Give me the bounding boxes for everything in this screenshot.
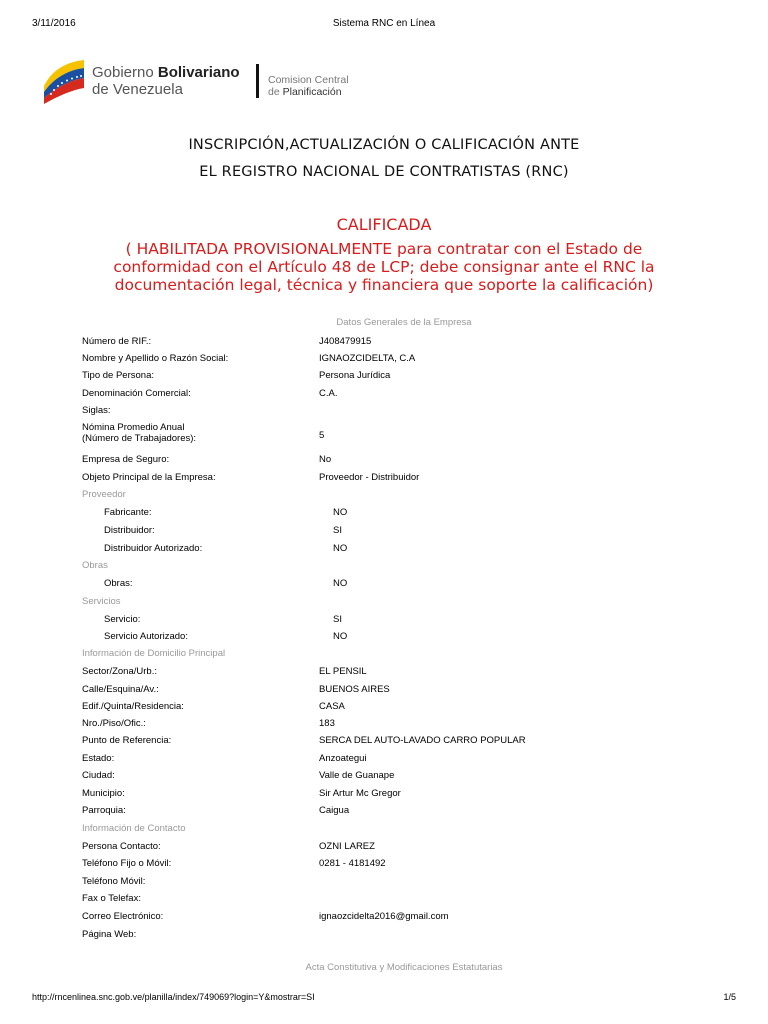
field-value: CASA [319,701,345,712]
document-title-line1: INSCRIPCIÓN,ACTUALIZACIÓN O CALIFICACIÓN ANTE [188,137,580,153]
field-value: IGNAOZCIDELTA, C.A [319,353,416,364]
field-label: Tipo de Persona: [82,370,154,381]
field-value: BUENOS AIRES [319,684,390,695]
print-footer [0,992,768,1006]
field-label: Correo Electrónico: [82,911,164,922]
print-url: http://rncenlinea.snc.gob.ve/planilla/index/749069?login=Y&mostrar=SI [32,992,315,1002]
field-value: Anzoategui [319,753,367,764]
print-date: 3/11/2016 [32,18,76,29]
field-label: Calle/Esquina/Av.: [82,684,159,695]
venezuela-flag-icon [42,56,86,104]
section-title-general: Datos Generales de la Empresa [336,317,472,328]
field-value: NO [333,543,348,554]
field-value: Persona Jurídica [319,370,391,381]
section-title-acta: Acta Constitutiva y Modificaciones Estatutarias [305,962,503,973]
status-note-line1: ( HABILITADA PROVISIONALMENTE para contratar con el Estado de [125,240,643,258]
field-label: Denominación Comercial: [82,388,191,399]
document-title-line2: EL REGISTRO NACIONAL DE CONTRATISTAS (RNC) [199,164,569,180]
status-label: CALIFICADA [336,215,432,234]
field-value: SI [333,525,342,536]
banner-divider [256,64,259,98]
field-label: Servicio: [104,614,141,625]
field-value: No [319,454,332,465]
print-page-title: Sistema RNC en Línea [332,18,436,29]
field-value: SERCA DEL AUTO-LAVADO CARRO POPULAR [319,735,526,746]
government-banner [42,56,372,104]
field-value: Caigua [319,805,350,816]
field-value: OZNI LAREZ [319,841,375,852]
group-title-obras: Obras [82,560,108,571]
field-label: Nombre y Apellido o Razón Social: [82,353,229,364]
print-header [0,18,768,32]
group-title-domicilio: Información de Domicilio Principal [82,648,226,659]
field-label: Edif./Quinta/Residencia: [82,701,184,712]
field-label: Persona Contacto: [82,841,161,852]
field-label: Empresa de Seguro: [82,454,170,465]
group-title-contacto: Información de Contacto [82,823,186,834]
status-note-line3: documentación legal, técnica y financiera que soporte la calificación) [114,276,654,294]
field-label: Número de RIF.: [82,336,152,347]
government-name-line1: Gobierno Bolivariano [92,64,240,81]
field-value: NO [333,578,348,589]
field-value: Proveedor - Distribuidor [319,472,420,483]
field-label-line2: (Número de Trabajadores): [82,433,197,444]
field-label: Objeto Principal de la Empresa: [82,472,216,483]
field-label: Siglas: [82,405,111,416]
field-label: Punto de Referencia: [82,735,172,746]
field-value: ignaozcidelta2016@gmail.com [319,911,449,922]
field-label: Servicio Autorizado: [104,631,188,642]
field-label: Distribuidor Autorizado: [104,543,203,554]
field-label-line1: Nómina Promedio Anual [82,422,185,433]
field-value: EL PENSIL [319,666,367,677]
field-label: Teléfono Móvil: [82,876,146,887]
field-label: Página Web: [82,929,137,940]
field-value: C.A. [319,388,338,399]
field-label: Obras: [104,578,133,589]
field-value: SI [333,614,342,625]
group-title-proveedor: Proveedor [82,489,126,500]
field-label: Fax o Telefax: [82,893,141,904]
field-value: NO [333,507,348,518]
field-label: Distribuidor: [104,525,155,536]
field-label [82,422,196,444]
field-value: 5 [319,430,325,441]
group-title-servicios: Servicios [82,596,121,607]
field-label: Ciudad: [82,770,115,781]
comision-line1: Comision Central [268,74,349,86]
status-note-line2: conformidad con el Artículo 48 de LCP; debe consignar ante el RNC la [113,258,655,276]
field-label: Estado: [82,753,115,764]
field-value: 183 [319,718,335,729]
field-label: Teléfono Fijo o Móvil: [82,858,172,869]
government-name-line2: de Venezuela [92,81,183,98]
field-label: Sector/Zona/Urb.: [82,666,157,677]
field-label: Nro./Piso/Ofic.: [82,718,146,729]
field-value: Sir Artur Mc Gregor [319,788,401,799]
field-value: 0281 - 4181492 [319,858,386,869]
field-label: Fabricante: [104,507,152,518]
status-note [82,240,686,294]
field-value: J408479915 [319,336,372,347]
comision-line2: de Planificación [268,86,342,98]
field-label: Parroquia: [82,805,126,816]
page-number: 1/5 [723,992,736,1002]
field-value: Valle de Guanape [319,770,395,781]
field-value: NO [333,631,348,642]
field-label: Municipio: [82,788,125,799]
